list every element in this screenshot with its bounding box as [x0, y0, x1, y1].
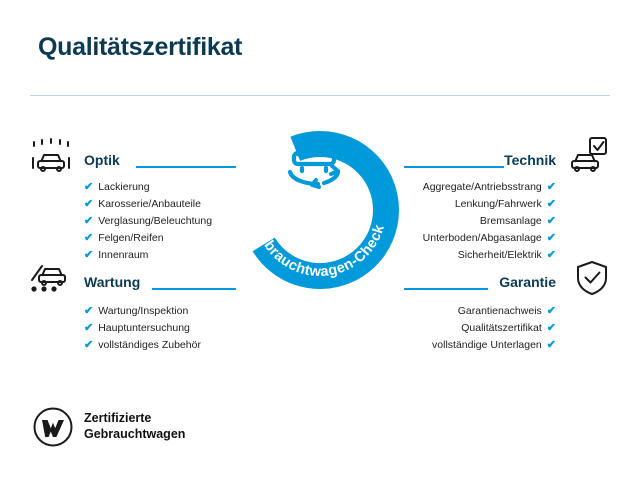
- list-item-label: Felgen/Reifen: [98, 232, 164, 244]
- check-icon: ✔: [84, 232, 94, 244]
- list-item: [423, 230, 556, 247]
- footer-line-2: Gebrauchtwagen: [84, 427, 186, 441]
- list-item-label: Sicherheit/Elektrik: [457, 249, 542, 261]
- list-item: [423, 196, 556, 213]
- check-icon: ✔: [84, 339, 94, 351]
- list-item-label: Wartung/Inspektion: [98, 305, 189, 317]
- check-icon: ✔: [84, 305, 94, 317]
- list-item: [423, 247, 556, 264]
- list-item-label: Lackierung: [98, 181, 150, 193]
- check-icon: ✔: [84, 249, 94, 261]
- shield-check-icon: [572, 258, 612, 303]
- check-icon: ✔: [546, 249, 556, 261]
- list-item: [84, 179, 212, 196]
- section-heading-technik: Technik: [504, 152, 556, 168]
- list-item: [432, 303, 556, 320]
- list-item-label: Hauptuntersuchung: [98, 322, 190, 334]
- car-wash-icon: [28, 134, 74, 179]
- check-icon: ✔: [84, 198, 94, 210]
- title-divider: [30, 95, 610, 96]
- checklist-optik: [84, 179, 212, 264]
- check-icon: ✔: [546, 181, 556, 193]
- list-item-label: Karosserie/Anbauteile: [98, 198, 201, 210]
- list-item-label: Unterboden/Abgasanlage: [422, 232, 542, 244]
- list-item: [423, 179, 556, 196]
- check-icon: ✔: [84, 215, 94, 227]
- check-icon: ✔: [546, 198, 556, 210]
- list-item-label: Innenraum: [98, 249, 149, 261]
- check-icon: ✔: [84, 322, 94, 334]
- list-item: [84, 247, 212, 264]
- list-item-label: Bremsanlage: [479, 215, 542, 227]
- list-item: [432, 320, 556, 337]
- list-item-label: Verglasung/Beleuchtung: [98, 215, 213, 227]
- page-title: Qualitätszertifikat: [38, 33, 243, 61]
- car-check-icon: [566, 134, 612, 179]
- badge-curved-text: Gebrauchtwagen-Check: [252, 222, 388, 281]
- section-divider-garantie: [404, 288, 488, 290]
- gebrauchtwagen-check-badge: [228, 118, 412, 302]
- section-heading-garantie: Garantie: [499, 274, 556, 290]
- checklist-wartung: [84, 303, 201, 354]
- checklist-technik: [423, 179, 556, 264]
- section-divider-wartung: [152, 288, 236, 290]
- check-icon: ✔: [546, 232, 556, 244]
- list-item: [84, 213, 212, 230]
- check-icon: ✔: [546, 322, 556, 334]
- list-item: [84, 337, 201, 354]
- section-divider-technik: [404, 166, 504, 168]
- section-heading-wartung: Wartung: [84, 274, 141, 290]
- list-item-label: vollständige Unterlagen: [432, 339, 542, 351]
- footer-line-1: Zertifizierte: [84, 411, 152, 425]
- vw-logo: [33, 407, 73, 447]
- list-item: [84, 303, 201, 320]
- list-item: [84, 196, 212, 213]
- list-item-label: Lenkung/Fahrwerk: [454, 198, 542, 210]
- list-item: [84, 230, 212, 247]
- section-divider-optik: [136, 166, 236, 168]
- check-icon: ✔: [546, 305, 556, 317]
- list-item-label: Qualitätszertifikat: [461, 322, 542, 334]
- badge-degrees: 360°: [282, 193, 358, 234]
- car-lift-icon: [28, 258, 78, 301]
- footer-text: [84, 410, 185, 442]
- section-heading-optik: Optik: [84, 152, 120, 168]
- list-item-label: Aggregate/Antriebsstrang: [422, 181, 542, 193]
- check-icon: ✔: [84, 181, 94, 193]
- list-item-label: vollständiges Zubehör: [98, 339, 201, 351]
- checklist-garantie: [432, 303, 556, 354]
- check-icon: ✔: [546, 339, 556, 351]
- list-item: [423, 213, 556, 230]
- list-item-label: Garantienachweis: [457, 305, 542, 317]
- check-icon: ✔: [546, 215, 556, 227]
- list-item: [84, 320, 201, 337]
- list-item: [432, 337, 556, 354]
